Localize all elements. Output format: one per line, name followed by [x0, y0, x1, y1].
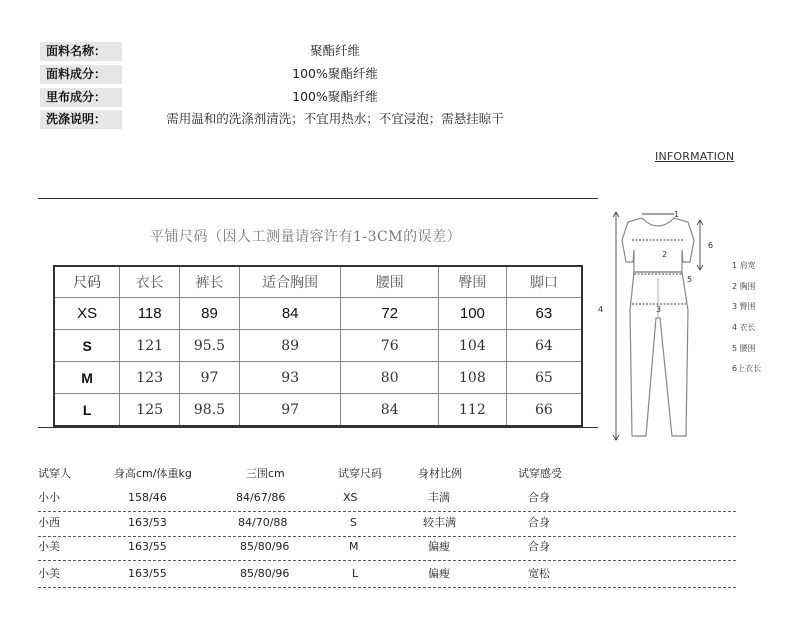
table-cell: 108 — [439, 362, 507, 394]
table-cell: 93 — [239, 362, 341, 394]
table-row — [38, 514, 736, 537]
table-cell: 125 — [120, 394, 180, 427]
table-row — [54, 298, 582, 330]
header-waist: 腰围 — [341, 266, 439, 298]
tried-size: XS — [343, 491, 358, 504]
diagram-number: 4 — [598, 305, 604, 314]
table-row — [38, 565, 736, 588]
try-on-header: 身材比例 — [418, 467, 462, 480]
table-row — [38, 489, 736, 512]
diagram-number: 5 — [687, 275, 693, 284]
table-cell: 97 — [180, 362, 240, 394]
table-cell: 64 — [506, 330, 582, 362]
try-on-header: 试穿感受 — [518, 467, 562, 480]
header-size: 尺码 — [54, 266, 120, 298]
header-hip: 臀围 — [439, 266, 507, 298]
header-bust: 适合胸围 — [239, 266, 341, 298]
diagram-number: 6 — [708, 241, 714, 250]
washing-value: 需用温和的洗涤剂清洗；不宜用热水；不宜浸泡；需悬挂晾干 — [166, 111, 504, 126]
header-top-length: 衣长 — [120, 266, 180, 298]
body-type: 偏瘦 — [428, 567, 450, 580]
try-on-header: 身高cm/体重kg — [114, 467, 192, 480]
top-divider — [38, 198, 598, 199]
size-cell: L — [54, 394, 120, 427]
fabric-name-value: 聚酯纤维 — [309, 43, 360, 58]
diagram-number: 2 — [662, 250, 668, 259]
washing-label: 洗涤说明： — [40, 110, 122, 129]
fabric-name-label: 面料名称： — [40, 42, 122, 61]
fit-feeling: 宽松 — [528, 567, 550, 580]
body-type: 偏瘦 — [428, 540, 450, 553]
tried-size: S — [350, 516, 357, 529]
tried-size: L — [352, 567, 359, 580]
table-cell: 63 — [506, 298, 582, 330]
tried-size: M — [349, 540, 359, 553]
information-link[interactable]: INFORMATION — [655, 150, 735, 163]
header-hem: 脚口 — [506, 266, 582, 298]
try-on-header: 试穿人 — [38, 467, 71, 480]
table-cell: 80 — [341, 362, 439, 394]
table-cell: 123 — [120, 362, 180, 394]
size-cell: XS — [54, 298, 120, 330]
table-row — [54, 394, 582, 427]
try-on-header: 试穿尺码 — [338, 467, 382, 480]
bottom-divider — [38, 427, 598, 428]
legend-item: 3 臀围 — [732, 302, 756, 311]
size-chart-table — [53, 265, 583, 427]
table-cell: 95.5 — [180, 330, 240, 362]
table-cell: 121 — [120, 330, 180, 362]
table-cell: 89 — [239, 330, 341, 362]
table-row — [38, 538, 736, 561]
body-type: 丰满 — [428, 491, 450, 504]
legend-item: 6上衣长 — [732, 364, 762, 373]
lining-composition-value: 100%聚酯纤维 — [292, 89, 378, 104]
size-chart-title: 平铺尺码（因人工测量请容许有1-3CM的误差） — [150, 229, 462, 245]
height-weight: 158/46 — [128, 491, 167, 504]
height-weight: 163/55 — [128, 567, 167, 580]
table-cell: 104 — [439, 330, 507, 362]
table-cell: 76 — [341, 330, 439, 362]
legend-item: 5 腰围 — [732, 344, 756, 353]
size-cell: M — [54, 362, 120, 394]
table-row — [54, 362, 582, 394]
header-pants-length: 裤长 — [180, 266, 240, 298]
table-cell: 100 — [439, 298, 507, 330]
tester-name: 小小 — [38, 491, 60, 504]
measurements: 85/80/96 — [240, 540, 290, 553]
measurements: 85/80/96 — [240, 567, 290, 580]
tester-name: 小美 — [38, 540, 60, 553]
body-type: 较丰满 — [423, 516, 456, 529]
table-cell: 72 — [341, 298, 439, 330]
tester-name: 小美 — [38, 567, 60, 580]
table-cell: 112 — [439, 394, 507, 427]
try-on-header-row — [38, 465, 736, 483]
table-row — [54, 330, 582, 362]
table-cell: 89 — [180, 298, 240, 330]
table-cell: 65 — [506, 362, 582, 394]
table-cell: 118 — [120, 298, 180, 330]
diagram-number: 3 — [656, 305, 662, 314]
fit-feeling: 合身 — [528, 491, 550, 504]
lining-composition-label: 里布成分： — [40, 88, 122, 107]
fit-feeling: 合身 — [528, 540, 550, 553]
table-cell: 84 — [341, 394, 439, 427]
fit-feeling: 合身 — [528, 516, 550, 529]
measurements: 84/70/88 — [238, 516, 288, 529]
fabric-composition-value: 100%聚酯纤维 — [292, 66, 378, 81]
measurements: 84/67/86 — [236, 491, 286, 504]
size-cell: S — [54, 330, 120, 362]
size-chart-header-row — [54, 266, 582, 298]
legend-item: 2 胸围 — [732, 282, 756, 291]
legend-item: 1 肩宽 — [732, 261, 756, 270]
legend-item: 4 衣长 — [732, 323, 756, 332]
table-cell: 98.5 — [180, 394, 240, 427]
try-on-header: 三围cm — [246, 467, 285, 480]
tester-name: 小西 — [38, 516, 60, 529]
fabric-composition-label: 面料成分： — [40, 65, 122, 84]
jumpsuit-measurement-diagram — [590, 200, 730, 445]
table-cell: 97 — [239, 394, 341, 427]
height-weight: 163/53 — [128, 516, 167, 529]
table-cell: 66 — [506, 394, 582, 427]
diagram-number: 1 — [674, 210, 680, 219]
table-cell: 84 — [239, 298, 341, 330]
height-weight: 163/55 — [128, 540, 167, 553]
